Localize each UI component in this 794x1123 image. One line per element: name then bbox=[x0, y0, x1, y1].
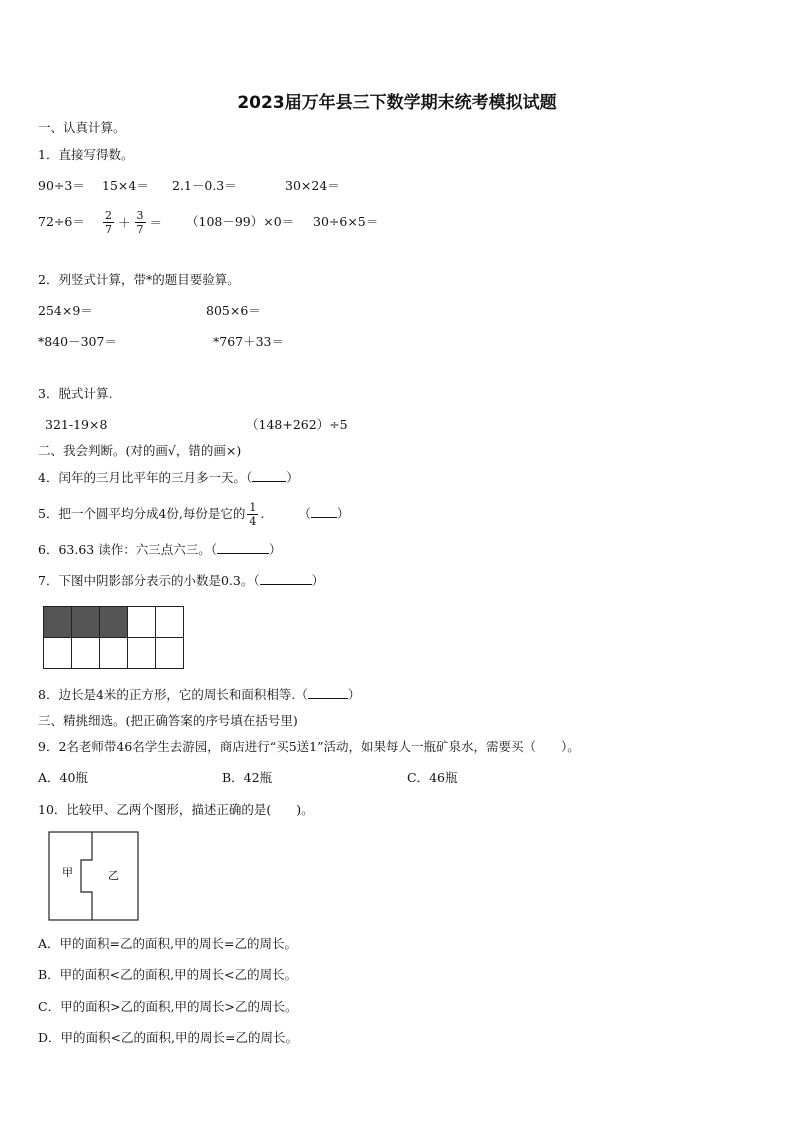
shaded-grid-figure bbox=[43, 606, 184, 669]
grid-cell bbox=[44, 638, 72, 669]
q3-item-1: 321-19×8 bbox=[45, 417, 108, 432]
q2-item-1: 254×9＝ bbox=[38, 303, 93, 318]
q3-item-2: （148+262）÷5 bbox=[246, 417, 348, 432]
q1-item-7: （108－99）×0＝ bbox=[186, 214, 295, 229]
q4-text: 4．闰年的三月比平年的三月多一天。（ bbox=[38, 470, 253, 485]
fraction-denominator: 7 bbox=[136, 223, 144, 236]
q7-text: 7．下图中阴影部分表示的小数是0.3。（ bbox=[38, 573, 260, 588]
equals-sign: ＝ bbox=[149, 214, 163, 230]
plus-sign: ＋ bbox=[118, 214, 131, 230]
q1-item-5: 72÷6＝ bbox=[38, 214, 85, 229]
q8 bbox=[38, 686, 360, 703]
section-3-heading: 三、精挑细选。(把正确答案的序号填在括号里) bbox=[38, 713, 298, 728]
answer-blank[interactable] bbox=[252, 469, 286, 482]
q10-option-b[interactable]: B．甲的面积<乙的面积,甲的周长<乙的周长。 bbox=[38, 967, 298, 982]
fraction-denominator: 4 bbox=[249, 515, 257, 528]
grid-cell-shaded bbox=[44, 607, 72, 638]
paren-open: （ bbox=[298, 506, 311, 521]
grid-cell bbox=[156, 638, 184, 669]
paren-close: ） bbox=[268, 542, 282, 557]
section-2-heading: 二、我会判断。(对的画√，错的画×) bbox=[38, 443, 242, 458]
grid-cell bbox=[128, 607, 156, 638]
q3-heading: 3．脱式计算. bbox=[38, 386, 113, 401]
page-title: 2023届万年县三下数学期末统考模拟试题 bbox=[237, 93, 557, 113]
fraction-denominator: 7 bbox=[105, 223, 112, 236]
q1-item-8: 30÷6×5＝ bbox=[313, 214, 379, 229]
grid-cell bbox=[156, 607, 184, 638]
q8-text: 8．边长是4米的正方形，它的周长和面积相等.（ bbox=[38, 687, 308, 702]
q4 bbox=[38, 469, 299, 486]
q9-text: 9．2名老师带46名学生去游园，商店进行“买5送1”活动，如果每人一瓶矿泉水，需要买（ ）。 bbox=[38, 739, 580, 754]
answer-blank[interactable] bbox=[311, 505, 337, 518]
q9-option-a[interactable]: A．40瓶 bbox=[38, 770, 88, 785]
fraction-numerator: 2 bbox=[105, 209, 112, 222]
paren-close: ） bbox=[347, 687, 361, 702]
fraction-two-sevenths bbox=[103, 209, 114, 236]
fraction-numerator: 1 bbox=[249, 501, 257, 514]
dividing-line bbox=[81, 832, 92, 920]
q1-item-1: 90÷3＝ bbox=[38, 178, 85, 193]
label-yi: 乙 bbox=[108, 869, 119, 882]
answer-blank[interactable] bbox=[260, 572, 312, 585]
q10-option-d[interactable]: D．甲的面积<乙的面积,甲的周长=乙的周长。 bbox=[38, 1030, 298, 1045]
grid-cell-shaded bbox=[100, 607, 128, 638]
answer-blank[interactable] bbox=[217, 541, 269, 554]
q10-option-c[interactable]: C．甲的面积>乙的面积,甲的周长>乙的周长。 bbox=[38, 999, 298, 1014]
paren-close: ） bbox=[286, 470, 299, 485]
q1-fraction-expression bbox=[101, 204, 164, 240]
q1-item-4: 30×24＝ bbox=[285, 178, 340, 193]
q9-option-b[interactable]: B．42瓶 bbox=[222, 770, 273, 785]
q7 bbox=[38, 572, 324, 589]
paren-close: ） bbox=[336, 506, 350, 521]
q2-heading: 2．列竖式计算，带*的题目要验算。 bbox=[38, 272, 240, 287]
q5-text: 5．把一个圆平均分成4份,每份是它的 bbox=[38, 506, 246, 521]
fraction-one-quarter bbox=[247, 501, 258, 528]
grid-cell bbox=[72, 638, 100, 669]
grid-cell bbox=[128, 638, 156, 669]
answer-blank[interactable] bbox=[308, 686, 348, 699]
paren-close: ） bbox=[311, 573, 325, 588]
q10-shape-figure bbox=[48, 831, 140, 921]
q10-text: 10．比较甲、乙两个图形，描述正确的是( )。 bbox=[38, 802, 314, 817]
section-1-heading: 一、认真计算。 bbox=[38, 120, 126, 135]
grid-cell-shaded bbox=[72, 607, 100, 638]
q1-heading: 1．直接写得数。 bbox=[38, 147, 134, 162]
q2-item-2: 805×6＝ bbox=[206, 303, 261, 318]
label-jia: 甲 bbox=[62, 866, 73, 879]
q2-item-3: *840－307＝ bbox=[38, 334, 117, 349]
q9-option-c[interactable]: C．46瓶 bbox=[407, 770, 458, 785]
fraction-three-sevenths bbox=[135, 209, 146, 236]
q6-text: 6．63.63 读作：六三点六三。（ bbox=[38, 542, 217, 557]
q10-option-a[interactable]: A．甲的面积=乙的面积,甲的周长=乙的周长。 bbox=[38, 936, 297, 951]
q1-item-2: 15×4＝ bbox=[102, 178, 149, 193]
fraction-numerator: 3 bbox=[136, 209, 144, 222]
q2-item-4: *767＋33＝ bbox=[213, 334, 285, 349]
q1-item-3: 2.1－0.3＝ bbox=[172, 178, 237, 193]
q6 bbox=[38, 541, 281, 558]
period: . bbox=[260, 506, 265, 521]
grid-cell bbox=[100, 638, 128, 669]
q5 bbox=[38, 496, 349, 532]
